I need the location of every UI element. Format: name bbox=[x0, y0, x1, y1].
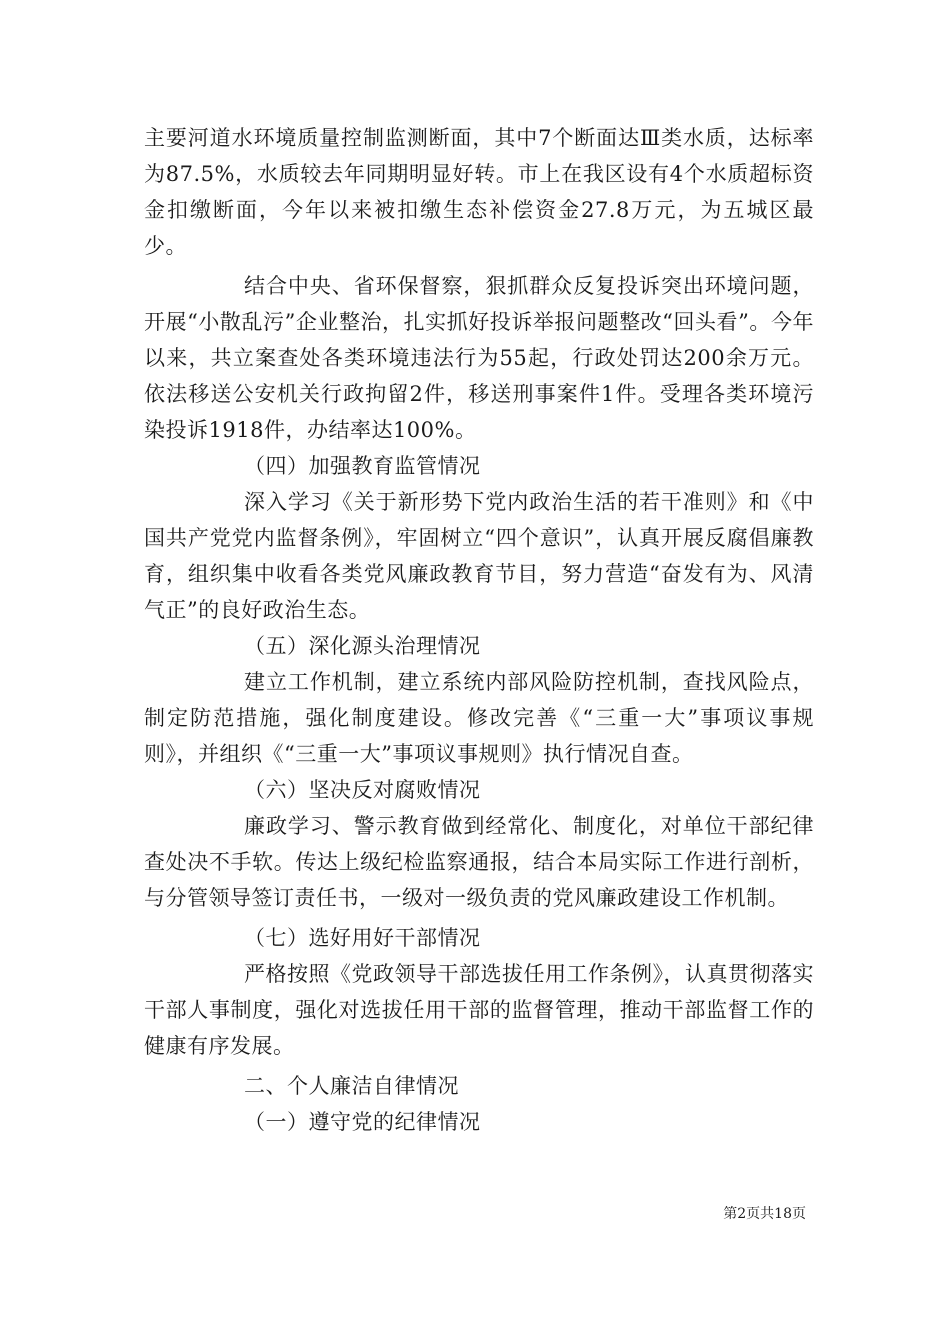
section-heading-personal-integrity: 二、个人廉洁自律情况 bbox=[244, 1074, 459, 1098]
section-heading-source-governance: （五）深化源头治理情况 bbox=[244, 634, 481, 658]
paragraph-cadres: 严格按照《党政领导干部选拔任用工作条例》，认真贯彻落实干部人事制度，强化对选拔任用干部的监督管理，推动干部监督工作的健康有序发展。 bbox=[144, 962, 814, 1058]
paragraph-water-quality: 主要河道水环境质量控制监测断面，其中7个断面达Ⅲ类水质，达标率为87.5%，水质较去年同期明显好转。市上在我区设有4个水质超标资金扣缴断面，今年以来被扣缴生态补偿资金27.8万元，为五城区最少。 bbox=[144, 126, 814, 258]
paragraph-source-governance: 建立工作机制，建立系统内部风险防控机制，查找风险点，制定防范措施，强化制度建设。修改完善《“三重一大”事项议事规则》，并组织《“三重一大”事项议事规则》执行情况自查。 bbox=[144, 670, 814, 766]
paragraph-environment-enforcement: 结合中央、省环保督察，狠抓群众反复投诉突出环境问题，开展“小散乱污”企业整治，扎实抓好投诉举报问题整改“回头看”。今年以来，共立案查处各类环境违法行为55起，行政处罚达200余万元。依法移送公安机关行政拘留2件，移送刑事案件1件。受理各类环境污染投诉1918件，办结率达100%。 bbox=[144, 274, 814, 442]
paragraph-education: 深入学习《关于新形势下党内政治生活的若干准则》和《中国共产党党内监督条例》，牢固树立“四个意识”，认真开展反腐倡廉教育，组织集中收看各类党风廉政教育节目，努力营造“奋发有为、风清气正”的良好政治生态。 bbox=[144, 490, 814, 622]
paragraph-anti-corruption: 廉政学习、警示教育做到经常化、制度化，对单位干部纪律查处决不手软。传达上级纪检监察通报，结合本局实际工作进行剖析，与分管领导签订责任书，一级对一级负责的党风廉政建设工作机制。 bbox=[144, 814, 814, 910]
section-heading-party-discipline: （一）遵守党的纪律情况 bbox=[244, 1110, 481, 1134]
section-heading-cadres: （七）选好用好干部情况 bbox=[244, 926, 481, 950]
document-body bbox=[144, 120, 814, 1140]
section-heading-anti-corruption: （六）坚决反对腐败情况 bbox=[244, 778, 481, 802]
section-heading-education: （四）加强教育监管情况 bbox=[244, 454, 481, 478]
page-number-footer: 第2页共18页 bbox=[723, 1206, 806, 1222]
